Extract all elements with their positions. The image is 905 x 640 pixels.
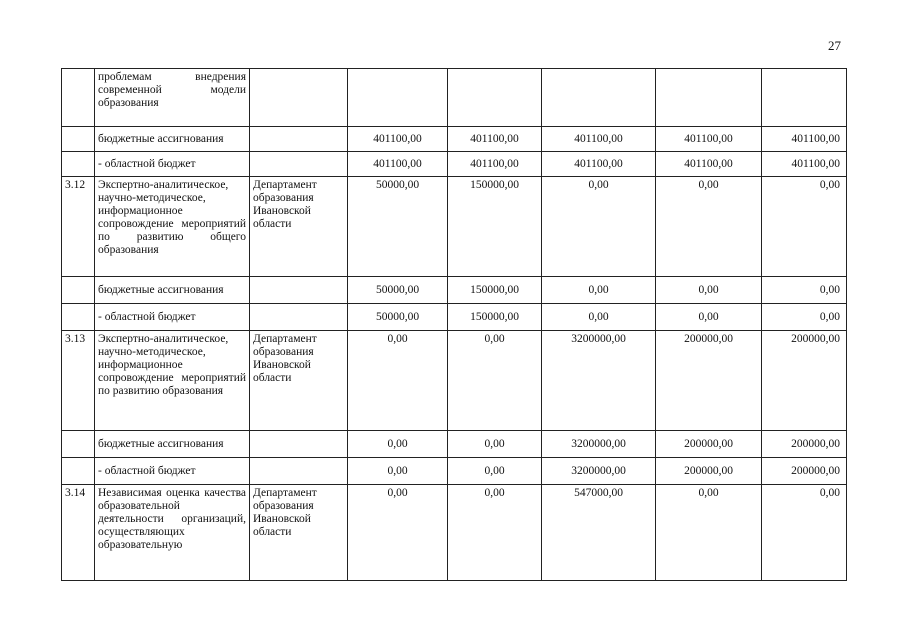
amount-cell-year-4 bbox=[656, 69, 762, 127]
amount-cell-year-1: 0,00 bbox=[348, 485, 448, 581]
item-number-cell bbox=[62, 69, 95, 127]
amount-cell-year-4: 0,00 bbox=[656, 485, 762, 581]
amount-cell-year-3: 547000,00 bbox=[542, 485, 656, 581]
amount-cell-year-4: 0,00 bbox=[656, 304, 762, 331]
amount-cell-year-5: 0,00 bbox=[762, 304, 847, 331]
amount-cell-year-3: 0,00 bbox=[542, 177, 656, 277]
item-name-cell: бюджетные ассигнования bbox=[95, 127, 250, 152]
amount-cell-year-4: 200000,00 bbox=[656, 458, 762, 485]
amount-cell-year-2: 0,00 bbox=[448, 331, 542, 431]
amount-cell-year-4: 401100,00 bbox=[656, 152, 762, 177]
table-row-subtotal bbox=[62, 458, 847, 485]
amount-cell-year-2: 401100,00 bbox=[448, 127, 542, 152]
item-number-cell: 3.14 bbox=[62, 485, 95, 581]
amount-cell-year-5: 200000,00 bbox=[762, 431, 847, 458]
item-name-cell: Экспертно-аналитическое, научно-методическое, информационное сопровождение мероприятий по развитию общего образования bbox=[95, 177, 250, 277]
item-number-cell bbox=[62, 431, 95, 458]
amount-cell-year-1: 0,00 bbox=[348, 431, 448, 458]
amount-cell-year-2: 150000,00 bbox=[448, 304, 542, 331]
amount-cell-year-4: 0,00 bbox=[656, 177, 762, 277]
amount-cell-year-5: 0,00 bbox=[762, 485, 847, 581]
amount-cell-year-3: 3200000,00 bbox=[542, 458, 656, 485]
amount-cell-year-2: 150000,00 bbox=[448, 177, 542, 277]
amount-cell-year-3: 0,00 bbox=[542, 277, 656, 304]
amount-cell-year-5: 0,00 bbox=[762, 177, 847, 277]
executor-cell: Департамент образования Ивановской области bbox=[250, 331, 348, 431]
amount-cell-year-4: 200000,00 bbox=[656, 431, 762, 458]
amount-cell-year-3: 3200000,00 bbox=[542, 331, 656, 431]
amount-cell-year-1: 401100,00 bbox=[348, 127, 448, 152]
amount-cell-year-5: 200000,00 bbox=[762, 331, 847, 431]
amount-cell-year-1: 401100,00 bbox=[348, 152, 448, 177]
budget-table bbox=[61, 68, 847, 581]
item-name-cell: Экспертно-аналитическое, научно-методическое, информационное сопровождение мероприятий по развитию образования bbox=[95, 331, 250, 431]
amount-cell-year-1 bbox=[348, 69, 448, 127]
executor-cell: Департамент образования Ивановской области bbox=[250, 485, 348, 581]
executor-cell bbox=[250, 152, 348, 177]
executor-cell bbox=[250, 458, 348, 485]
amount-cell-year-2: 0,00 bbox=[448, 431, 542, 458]
amount-cell-year-1: 50000,00 bbox=[348, 277, 448, 304]
item-number-cell: 3.13 bbox=[62, 331, 95, 431]
amount-cell-year-4: 200000,00 bbox=[656, 331, 762, 431]
table-row-item bbox=[62, 331, 847, 431]
item-number-cell: 3.12 bbox=[62, 177, 95, 277]
table-row-subtotal bbox=[62, 304, 847, 331]
amount-cell-year-3 bbox=[542, 69, 656, 127]
item-name-cell: бюджетные ассигнования bbox=[95, 431, 250, 458]
table-row-subtotal bbox=[62, 152, 847, 177]
amount-cell-year-2: 0,00 bbox=[448, 458, 542, 485]
table-row-item bbox=[62, 177, 847, 277]
amount-cell-year-4: 0,00 bbox=[656, 277, 762, 304]
item-number-cell bbox=[62, 304, 95, 331]
amount-cell-year-5: 200000,00 bbox=[762, 458, 847, 485]
item-number-cell bbox=[62, 127, 95, 152]
amount-cell-year-1: 50000,00 bbox=[348, 177, 448, 277]
amount-cell-year-3: 401100,00 bbox=[542, 127, 656, 152]
budget-table-body bbox=[62, 69, 847, 581]
amount-cell-year-2: 401100,00 bbox=[448, 152, 542, 177]
executor-cell bbox=[250, 127, 348, 152]
item-number-cell bbox=[62, 458, 95, 485]
amount-cell-year-5: 401100,00 bbox=[762, 127, 847, 152]
table-row-continuation bbox=[62, 69, 847, 127]
item-name-cell: проблемам внедрения современной модели образования bbox=[95, 69, 250, 127]
executor-cell bbox=[250, 69, 348, 127]
item-name-cell: Независимая оценка качества образовательной деятельности организаций, осуществляющих образовательную bbox=[95, 485, 250, 581]
executor-cell bbox=[250, 277, 348, 304]
item-number-cell bbox=[62, 277, 95, 304]
item-name-cell: бюджетные ассигнования bbox=[95, 277, 250, 304]
amount-cell-year-3: 0,00 bbox=[542, 304, 656, 331]
amount-cell-year-2: 150000,00 bbox=[448, 277, 542, 304]
amount-cell-year-1: 50000,00 bbox=[348, 304, 448, 331]
item-number-cell bbox=[62, 152, 95, 177]
amount-cell-year-1: 0,00 bbox=[348, 458, 448, 485]
executor-cell bbox=[250, 304, 348, 331]
amount-cell-year-5: 401100,00 bbox=[762, 152, 847, 177]
table-row-subtotal bbox=[62, 431, 847, 458]
amount-cell-year-3: 3200000,00 bbox=[542, 431, 656, 458]
item-name-cell: - областной бюджет bbox=[95, 304, 250, 331]
executor-cell bbox=[250, 431, 348, 458]
amount-cell-year-5 bbox=[762, 69, 847, 127]
table-row-subtotal bbox=[62, 127, 847, 152]
page-number: 27 bbox=[828, 38, 841, 53]
table-row-item bbox=[62, 485, 847, 581]
amount-cell-year-2: 0,00 bbox=[448, 485, 542, 581]
item-name-cell: - областной бюджет bbox=[95, 152, 250, 177]
amount-cell-year-1: 0,00 bbox=[348, 331, 448, 431]
item-name-cell: - областной бюджет bbox=[95, 458, 250, 485]
amount-cell-year-4: 401100,00 bbox=[656, 127, 762, 152]
amount-cell-year-5: 0,00 bbox=[762, 277, 847, 304]
amount-cell-year-2 bbox=[448, 69, 542, 127]
table-row-subtotal bbox=[62, 277, 847, 304]
amount-cell-year-3: 401100,00 bbox=[542, 152, 656, 177]
executor-cell: Департамент образования Ивановской области bbox=[250, 177, 348, 277]
